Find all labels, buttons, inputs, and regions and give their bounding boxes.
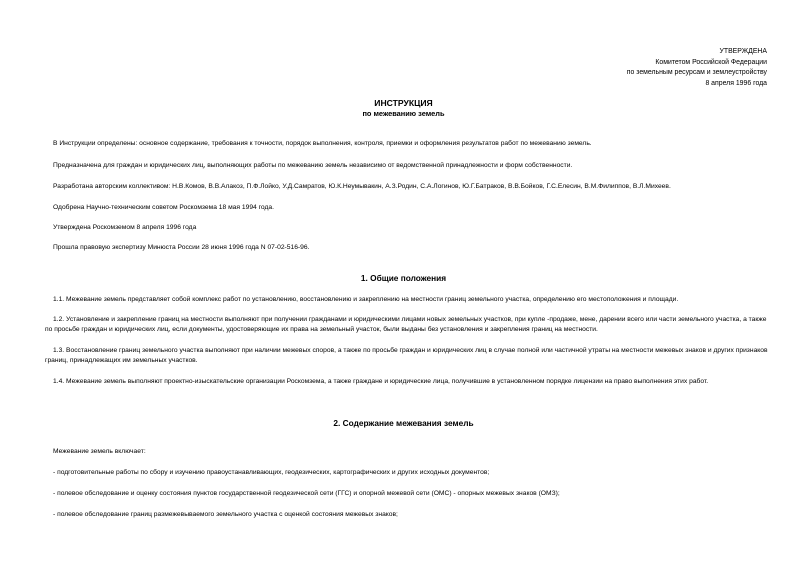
section-paragraph: 1.3. Восстановление границ земельного участка выполняют при наличии межевых споров, а также по просьбе граждан и юридических лиц в случае полной или частичной утраты на местности межевых знаков и других признаков границ, принадлежащих им земельных участков.	[45, 347, 768, 364]
intro-paragraph: Одобрена Научно-техническим советом Роскомзема 18 мая 1994 года.	[53, 204, 274, 211]
list-item: - подготовительные работы по сбору и изучению правоустанавливающих, геодезических, картографических и других исходных документов;	[53, 469, 490, 476]
section-heading: 1. Общие положения	[360, 273, 447, 283]
section-paragraph: Межевание земель включает:	[53, 448, 146, 455]
intro-paragraph: Утверждена Роскомземом 8 апреля 1996 года	[53, 224, 197, 231]
section-paragraph: 1.2. Установление и закрепление границ на местности выполняют при получении гражданами и юридическими лицами новых земельных участков, при купле -продаже, мене, дарении всего или части земельного участка, а также по просьбе граждан и юридических лиц, если документы, удостоверяющие их права на земельный участок, были выданы без установления и закрепления границ на местности.	[45, 316, 767, 333]
approval-line: УТВЕРЖДЕНА	[719, 48, 767, 55]
section-heading: 2. Содержание межевания земель	[333, 418, 474, 428]
intro-paragraph: В Инструкции определены: основное содержание, требования к точности, порядок выполнения, контроля, приемки и оформления результатов работ по межеванию земель.	[53, 140, 592, 147]
approval-line: по земельным ресурсам и землеустройству	[626, 69, 767, 76]
intro-paragraph: Предназначена для граждан и юридических лиц, выполняющих работы по межеванию земель независимо от ведомственной принадлежности и форм собственности.	[53, 162, 573, 169]
document-subtitle: по межеванию земель	[362, 109, 445, 118]
intro-paragraph: Разработана авторским коллективом: Н.В.Комов, В.В.Алакоз, П.Ф.Лойко, У.Д.Самратов, Ю.К.Неумывакин, А.З.Родин, С.А.Логинов, Ю.Г.Батраков, В.В.Бойков, Г.С.Елесин, В.М.Филиппов, В.Л.Михеев.	[53, 183, 671, 190]
section-paragraph: 1.4. Межевание земель выполняют проектно-изыскательские организации Роскомзема, а также граждане и юридические лица, получившие в установленном порядке лицензии на право выполнения этих работ.	[53, 378, 709, 385]
approval-block	[627, 47, 767, 89]
list-item: - полевое обследование границ размежевываемого земельного участка с оценкой состояния межевых знаков;	[53, 511, 398, 518]
section-paragraph: 1.1. Межевание земель представляет собой комплекс работ по установлению, восстановлению и закреплению на местности границ земельного участка, определению его местоположения и площади.	[53, 296, 679, 303]
approval-line: 8 апреля 1996 года	[705, 79, 767, 87]
approval-line: Комитетом Российской Федерации	[655, 58, 767, 66]
list-item: - полевое обследование и оценку состояния пунктов государственной геодезической сети (ГГС) и опорной межевой сети (ОМС) - опорных межевых знаков (ОМЗ);	[53, 490, 560, 497]
document-title: ИНСТРУКЦИЯ	[374, 98, 433, 108]
intro-paragraph: Прошла правовую экспертизу Минюста России 28 июня 1996 года N 07-02-516-96.	[53, 244, 310, 251]
